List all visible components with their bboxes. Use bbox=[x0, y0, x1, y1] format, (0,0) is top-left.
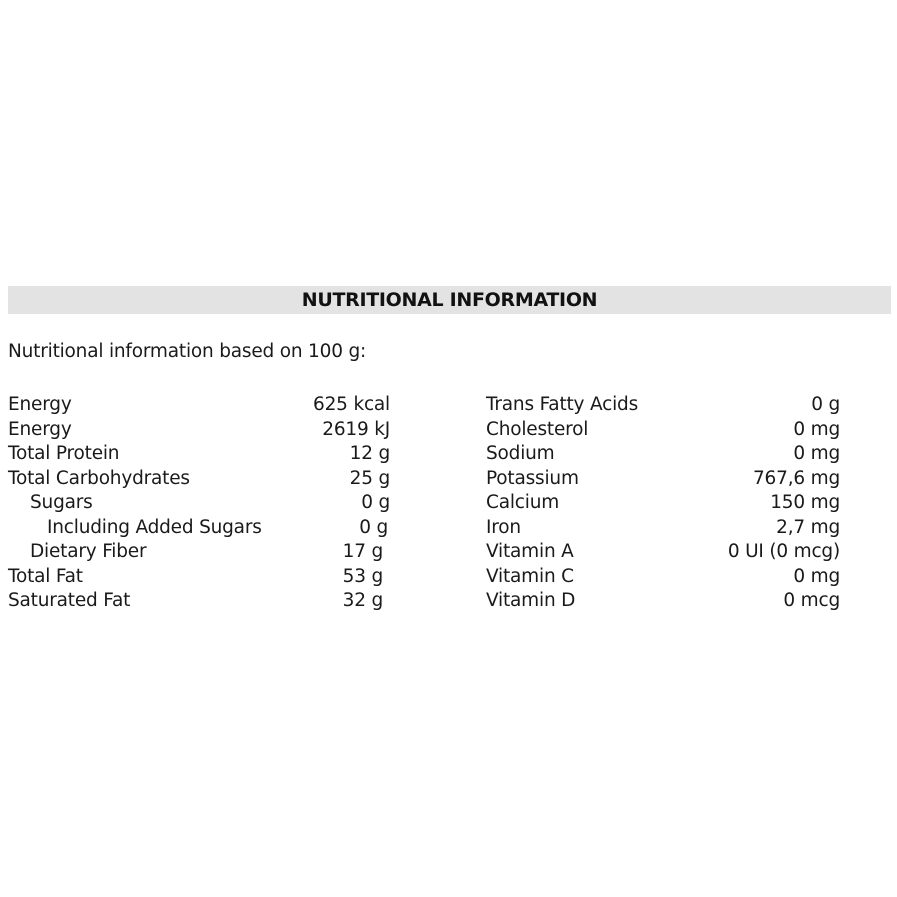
nutrient-value: 12 g bbox=[349, 443, 390, 464]
nutrient-value: 32 g bbox=[342, 590, 383, 611]
nutrient-label: Saturated Fat bbox=[8, 590, 131, 611]
nutrient-table-right bbox=[486, 393, 840, 614]
nutrient-value: 53 g bbox=[342, 565, 383, 587]
nutrient-row-energy-kcal bbox=[8, 393, 390, 418]
nutrient-row-sugars bbox=[8, 491, 390, 516]
nutrient-value: 0 g bbox=[811, 394, 840, 415]
basis-text: Nutritional information based on 100 g: bbox=[8, 341, 367, 362]
nutrient-label: Vitamin C bbox=[486, 565, 574, 587]
nutrient-label: Cholesterol bbox=[486, 418, 589, 440]
nutrient-label: Dietary Fiber bbox=[30, 541, 147, 562]
nutrient-label: Sugars bbox=[30, 492, 93, 513]
nutrient-label: Calcium bbox=[486, 492, 560, 513]
nutrient-label: Sodium bbox=[486, 443, 555, 464]
nutrient-row-potassium bbox=[486, 467, 840, 492]
nutrient-row-dietary-fiber bbox=[8, 540, 390, 565]
nutrient-row-sodium bbox=[486, 442, 840, 467]
header-bar bbox=[8, 286, 891, 314]
nutrient-value: 2,7 mg bbox=[776, 516, 840, 538]
nutrient-label: Including Added Sugars bbox=[47, 516, 262, 538]
nutrient-row-vitamin-c bbox=[486, 565, 840, 590]
nutrient-label: Energy bbox=[8, 394, 72, 415]
nutrient-label: Trans Fatty Acids bbox=[486, 394, 639, 415]
nutrient-label: Total Carbohydrates bbox=[8, 467, 190, 489]
nutrient-row-total-fat bbox=[8, 565, 390, 590]
nutrient-value: 2619 kJ bbox=[322, 418, 390, 440]
nutrient-value: 625 kcal bbox=[313, 394, 390, 415]
nutrient-row-energy-kj bbox=[8, 418, 390, 443]
nutrient-value: 0 mg bbox=[793, 565, 840, 587]
nutrient-row-total-carbohydrates bbox=[8, 467, 390, 492]
nutrient-row-total-protein bbox=[8, 442, 390, 467]
nutrient-label: Vitamin D bbox=[486, 590, 576, 611]
nutrient-value: 0 mg bbox=[793, 418, 840, 440]
nutrient-row-calcium bbox=[486, 491, 840, 516]
nutrient-label: Vitamin A bbox=[486, 541, 574, 562]
nutrient-row-iron bbox=[486, 516, 840, 541]
nutrient-label: Total Protein bbox=[8, 443, 120, 464]
nutrient-row-vitamin-d bbox=[486, 589, 840, 614]
page-title: NUTRITIONAL INFORMATION bbox=[301, 289, 598, 311]
nutrient-value: 767,6 mg bbox=[752, 467, 840, 489]
nutrient-row-vitamin-a bbox=[486, 540, 840, 565]
nutrient-value: 0 g bbox=[359, 516, 388, 538]
nutrient-label: Iron bbox=[486, 516, 521, 538]
nutrient-row-saturated-fat bbox=[8, 589, 390, 614]
nutrient-value: 25 g bbox=[349, 467, 390, 489]
nutrient-value: 0 mg bbox=[793, 443, 840, 464]
nutrient-row-trans-fatty-acids bbox=[486, 393, 840, 418]
nutrient-row-cholesterol bbox=[486, 418, 840, 443]
nutrient-label: Total Fat bbox=[8, 565, 83, 587]
nutrient-label: Potassium bbox=[486, 467, 579, 489]
nutrient-row-added-sugars bbox=[8, 516, 390, 541]
nutrient-value: 150 mg bbox=[770, 492, 840, 513]
nutrient-value: 17 g bbox=[342, 541, 383, 562]
nutrient-value: 0 UI (0 mcg) bbox=[727, 541, 840, 562]
nutrient-label: Energy bbox=[8, 418, 72, 440]
nutrient-value: 0 mcg bbox=[783, 590, 840, 611]
nutrient-value: 0 g bbox=[361, 492, 390, 513]
nutrient-table-left bbox=[8, 393, 390, 614]
